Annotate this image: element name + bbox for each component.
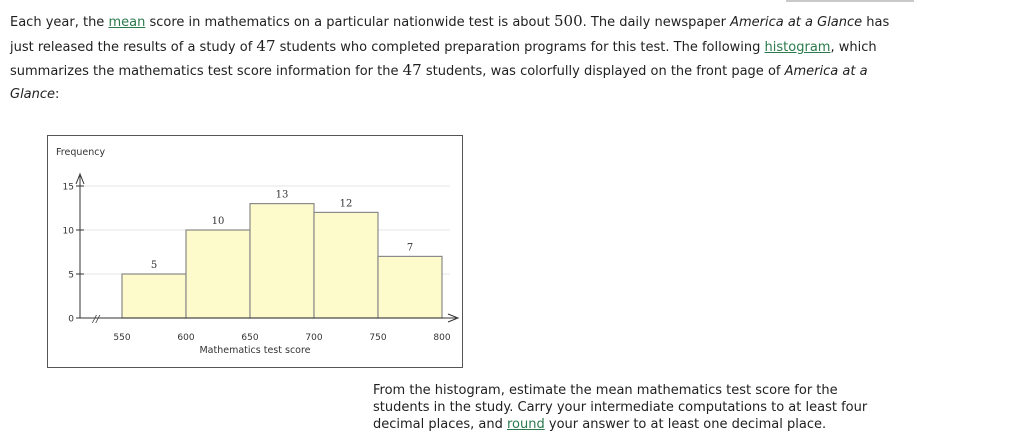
y-tick-label: 5 bbox=[68, 270, 74, 281]
axis-break-mark: // bbox=[92, 314, 100, 325]
intro-paragraph bbox=[10, 10, 910, 106]
histogram-bar bbox=[314, 212, 378, 318]
top-divider bbox=[786, 0, 914, 2]
question-paragraph bbox=[373, 382, 893, 433]
histogram-bar bbox=[378, 256, 442, 318]
newspaper-name: America at a Glance bbox=[730, 15, 863, 30]
intro-text: , which summarizes the mathematics test score information for the bbox=[10, 39, 877, 80]
histogram-link[interactable]: histogram bbox=[764, 39, 831, 55]
histogram-bar bbox=[122, 274, 186, 318]
x-tick-label: 650 bbox=[241, 333, 259, 343]
question-text: From the histogram, estimate the mean mathematics test score for the students in the study. Carry your intermediate computations to at least four decimal places, and bbox=[373, 383, 868, 432]
intro-text: has just released the results of a study of bbox=[10, 15, 890, 55]
value-47: 47 bbox=[402, 61, 422, 80]
intro-text: students, was colorfully displayed on the front page of bbox=[421, 64, 785, 80]
intro-text: students who completed preparation programs for this test. The following bbox=[275, 39, 765, 55]
value-500: 500 bbox=[553, 12, 583, 30]
y-tick-label: 0 bbox=[68, 314, 74, 325]
mean-link[interactable]: mean bbox=[108, 15, 146, 30]
y-axis-label: Frequency bbox=[56, 147, 106, 158]
newspaper-name: America at a Glance bbox=[10, 64, 868, 102]
bar-value-label: 10 bbox=[211, 216, 225, 227]
question-text: your answer to at least one decimal place. bbox=[544, 417, 827, 432]
bar-value-label: 5 bbox=[150, 260, 158, 271]
intro-text: Each year, the bbox=[10, 15, 109, 30]
y-tick-label: 10 bbox=[62, 226, 74, 237]
y-tick-label: 15 bbox=[62, 182, 74, 193]
histogram-bar bbox=[186, 230, 250, 318]
bar-value-label: 13 bbox=[275, 189, 289, 201]
value-47: 47 bbox=[256, 36, 276, 55]
x-tick-label: 700 bbox=[305, 333, 323, 343]
x-tick-label: 800 bbox=[433, 333, 451, 343]
bar-value-label: 12 bbox=[339, 198, 353, 210]
intro-text: score in mathematics on a particular nationwide test is about bbox=[145, 15, 554, 30]
histogram-figure bbox=[47, 135, 463, 368]
bar-value-label: 7 bbox=[406, 242, 414, 254]
x-axis-label: Mathematics test score bbox=[199, 345, 311, 356]
intro-text: . The daily newspaper bbox=[582, 15, 731, 30]
x-tick-label: 600 bbox=[177, 333, 195, 343]
histogram-bar bbox=[250, 204, 314, 318]
x-tick-label: 750 bbox=[369, 333, 387, 343]
x-tick-label: 550 bbox=[113, 333, 131, 343]
intro-text: : bbox=[55, 86, 60, 102]
histogram-chart bbox=[48, 136, 462, 367]
round-link[interactable]: round bbox=[507, 417, 545, 432]
